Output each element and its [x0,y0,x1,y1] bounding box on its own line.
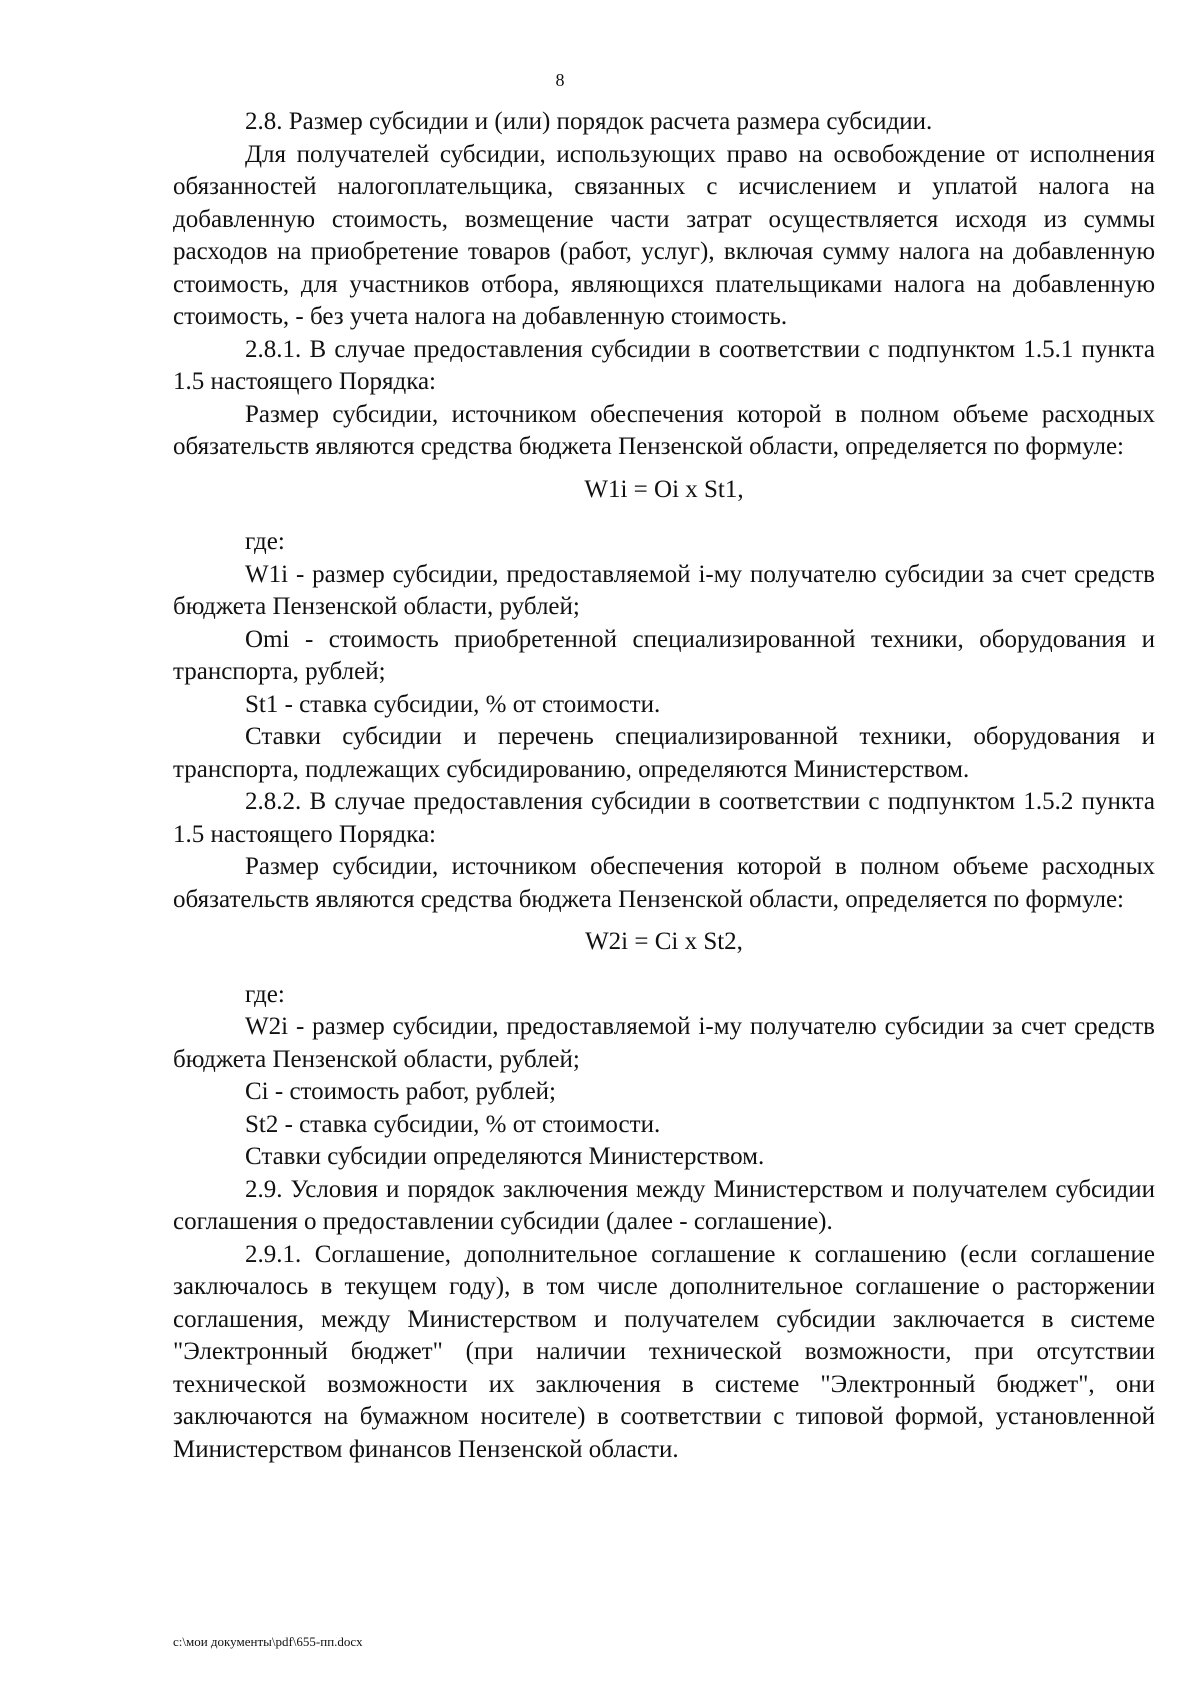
document-body [173,106,1155,1466]
paragraph-subsidy-size-1: Размер субсидии, источником обеспечения которой в полном объеме расходных обязательств являются средства бюджета Пензенской области, определяется по формуле: [173,400,1155,460]
paragraph-2-8-2: 2.8.2. В случае предоставления субсидии в соответствии с подпунктом 1.5.2 пункта 1.5 настоящего Порядка: [173,788,1155,848]
paragraph-2-8: 2.8. Размер субсидии и (или) порядок расчета размера субсидии. [245,108,933,135]
page-number: 8 [555,70,565,90]
paragraph-where-2: где: [245,980,285,1008]
footer-file-path: c:\мои документы\pdf\655-пп.docx [173,1634,363,1649]
paragraph-w1i-def: W1i - размер субсидии, предоставляемой i-му получателю субсидии за счет средств бюджета Пензенской области, рублей; [173,560,1155,620]
paragraph-vat-note: Для получателей субсидии, использующих право на освобождение от исполнения обязанностей налогоплательщика, связанных с исчислением и уплатой налога на добавленную стоимость, возмещение части затрат осуществляется исходя из суммы расходов на приобретение товаров (работ, услуг), включая сумму налога на добавленную стоимость, для участников отбора, являющихся плательщиками налога на добавленную стоимость, - без учета налога на добавленную стоимость. [173,140,1155,330]
paragraph-w2i-def: W2i - размер субсидии, предоставляемой i-му получателю субсидии за счет средств бюджета Пензенской области, рублей; [173,1013,1155,1073]
paragraph-rates-2: Ставки субсидии определяются Министерством. [245,1143,765,1170]
formula-w2i: W2i = Ci x St2, [585,928,743,955]
paragraph-subsidy-size-2: Размер субсидии, источником обеспечения которой в полном объеме расходных обязательств являются средства бюджета Пензенской области, определяется по формуле: [173,853,1155,913]
paragraph-2-9: 2.9. Условия и порядок заключения между Министерством и получателем субсидии соглашения о предоставлении субсидии (далее - соглашение). [173,1175,1155,1235]
paragraph-2-9-1: 2.9.1. Соглашение, дополнительное соглашение к соглашению (если соглашение заключалось в текущем году), в том числе дополнительное соглашение о расторжении соглашения, между Министерством и получателем субсидии заключается в системе "Электронный бюджет" (при наличии технической возможности, при отсутствии технической возможности их заключения в системе "Электронный бюджет", они заключаются на бумажном носителе) в соответствии с типовой формой, установленной Министерством финансов Пензенской области. [173,1240,1155,1463]
paragraph-where-1: где: [245,528,285,555]
paragraph-2-8-1: 2.8.1. В случае предоставления субсидии в соответствии с подпунктом 1.5.1 пункта 1.5 настоящего Порядка: [173,335,1155,395]
paragraph-omi-def: Omi - стоимость приобретенной специализированной техники, оборудования и транспорта, рублей; [173,625,1155,685]
paragraph-st1-def: St1 - ставка субсидии, % от стоимости. [245,690,661,718]
paragraph-ci-def: Ci - стоимость работ, рублей; [245,1078,556,1105]
paragraph-st2-def: St2 - ставка субсидии, % от стоимости. [245,1110,661,1138]
paragraph-rates-1: Ставки субсидии и перечень специализированной техники, оборудования и транспорта, подлежащих субсидированию, определяются Министерством. [173,723,1155,783]
formula-w1i: W1i = Oi x St1, [584,475,744,503]
